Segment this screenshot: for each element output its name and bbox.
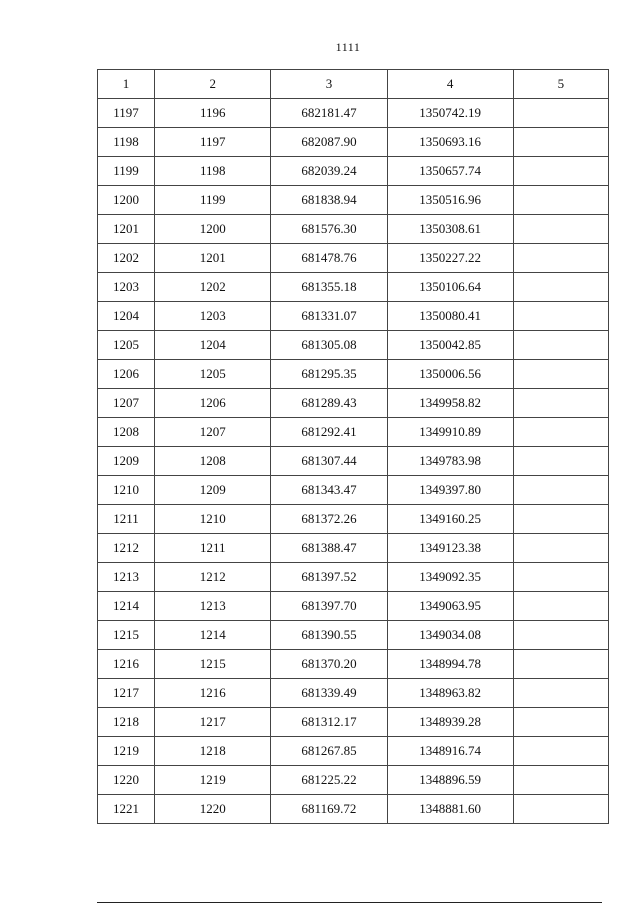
table-cell: 1202 (98, 244, 155, 273)
column-header: 3 (271, 70, 387, 99)
table-cell: 1204 (155, 331, 271, 360)
table-cell: 1350006.56 (387, 360, 513, 389)
table-row (98, 534, 609, 563)
table-cell: 681397.52 (271, 563, 387, 592)
table-cell: 1214 (98, 592, 155, 621)
table-cell: 1196 (155, 99, 271, 128)
table-cell: 1203 (98, 273, 155, 302)
table-row (98, 99, 609, 128)
table-row (98, 737, 609, 766)
table-cell (513, 302, 608, 331)
table-cell: 1205 (98, 331, 155, 360)
table-row (98, 592, 609, 621)
table-cell: 1209 (155, 476, 271, 505)
table-row (98, 360, 609, 389)
table-cell (513, 186, 608, 215)
table-cell (513, 592, 608, 621)
table-cell: 1213 (98, 563, 155, 592)
table-cell: 1220 (98, 766, 155, 795)
table-cell: 1212 (98, 534, 155, 563)
table-cell: 1218 (155, 737, 271, 766)
table-body (98, 99, 609, 824)
table-row (98, 476, 609, 505)
table-cell: 1218 (98, 708, 155, 737)
table-row (98, 418, 609, 447)
table-cell: 1350106.64 (387, 273, 513, 302)
table-cell: 1201 (98, 215, 155, 244)
table-cell: 1350042.85 (387, 331, 513, 360)
table-cell (513, 331, 608, 360)
table-row (98, 679, 609, 708)
table-cell: 1208 (98, 418, 155, 447)
table-cell: 1349092.35 (387, 563, 513, 592)
table-cell: 1197 (98, 99, 155, 128)
table-cell (513, 157, 608, 186)
table-cell: 1215 (98, 621, 155, 650)
table-cell (513, 244, 608, 273)
table-row (98, 302, 609, 331)
table-cell: 1350080.41 (387, 302, 513, 331)
table-cell: 1197 (155, 128, 271, 157)
table-row (98, 505, 609, 534)
table-cell: 681388.47 (271, 534, 387, 563)
table-cell (513, 418, 608, 447)
table-cell: 1349783.98 (387, 447, 513, 476)
table-cell: 1221 (98, 795, 155, 824)
table-row (98, 389, 609, 418)
table-cell: 1219 (98, 737, 155, 766)
table-cell: 1220 (155, 795, 271, 824)
table-cell: 682181.47 (271, 99, 387, 128)
table-cell: 1201 (155, 244, 271, 273)
table-cell (513, 737, 608, 766)
table-cell: 1200 (155, 215, 271, 244)
table-cell: 1216 (155, 679, 271, 708)
table-cell: 681355.18 (271, 273, 387, 302)
table-cell: 682087.90 (271, 128, 387, 157)
table-cell: 681267.85 (271, 737, 387, 766)
table-cell: 1349910.89 (387, 418, 513, 447)
table-cell: 1200 (98, 186, 155, 215)
table-cell: 681312.17 (271, 708, 387, 737)
table-cell: 681292.41 (271, 418, 387, 447)
table-row (98, 215, 609, 244)
table-row (98, 766, 609, 795)
footer-divider (97, 902, 602, 903)
table-cell: 1349160.25 (387, 505, 513, 534)
table-cell (513, 563, 608, 592)
table-cell: 1349034.08 (387, 621, 513, 650)
table-cell: 681478.76 (271, 244, 387, 273)
table-cell: 1348896.59 (387, 766, 513, 795)
table-row (98, 650, 609, 679)
table-row (98, 708, 609, 737)
table-row (98, 563, 609, 592)
table-cell: 1211 (98, 505, 155, 534)
table-cell: 681307.44 (271, 447, 387, 476)
table-cell: 1212 (155, 563, 271, 592)
table-header-row (98, 70, 609, 99)
table-cell: 1208 (155, 447, 271, 476)
table-cell: 1211 (155, 534, 271, 563)
table-cell: 1207 (155, 418, 271, 447)
table-cell: 681305.08 (271, 331, 387, 360)
table-cell: 1214 (155, 621, 271, 650)
table-cell: 681372.26 (271, 505, 387, 534)
table-cell: 1209 (98, 447, 155, 476)
table-cell: 1349063.95 (387, 592, 513, 621)
table-cell: 681343.47 (271, 476, 387, 505)
table-cell: 1203 (155, 302, 271, 331)
page-number: 1111 (335, 40, 361, 54)
table-cell (513, 650, 608, 679)
table-cell: 1348916.74 (387, 737, 513, 766)
table-cell: 1219 (155, 766, 271, 795)
table-row (98, 331, 609, 360)
table-row (98, 157, 609, 186)
table-cell: 1348881.60 (387, 795, 513, 824)
table-cell: 1350657.74 (387, 157, 513, 186)
table-cell (513, 215, 608, 244)
table-cell: 1349397.80 (387, 476, 513, 505)
table-cell: 1348994.78 (387, 650, 513, 679)
table-cell: 682039.24 (271, 157, 387, 186)
table-cell: 1204 (98, 302, 155, 331)
column-header: 4 (387, 70, 513, 99)
table-cell: 1205 (155, 360, 271, 389)
table-cell: 1350693.16 (387, 128, 513, 157)
table-cell: 681397.70 (271, 592, 387, 621)
table-cell: 1350227.22 (387, 244, 513, 273)
coordinates-table (97, 69, 609, 824)
table-cell: 681225.22 (271, 766, 387, 795)
table-cell (513, 447, 608, 476)
table-cell: 1198 (155, 157, 271, 186)
table-cell: 1349958.82 (387, 389, 513, 418)
table-cell (513, 476, 608, 505)
table-cell (513, 679, 608, 708)
table-row (98, 447, 609, 476)
column-header: 5 (513, 70, 608, 99)
table-cell: 681169.72 (271, 795, 387, 824)
table-cell: 1213 (155, 592, 271, 621)
table-cell: 1206 (155, 389, 271, 418)
table-cell: 1210 (98, 476, 155, 505)
table-cell: 1349123.38 (387, 534, 513, 563)
table-cell: 1215 (155, 650, 271, 679)
table-cell (513, 99, 608, 128)
table-cell: 681295.35 (271, 360, 387, 389)
table-cell (513, 128, 608, 157)
table-cell (513, 505, 608, 534)
table-cell: 1217 (155, 708, 271, 737)
table-cell: 1206 (98, 360, 155, 389)
table-row (98, 244, 609, 273)
table-cell: 1199 (98, 157, 155, 186)
table-cell: 1217 (98, 679, 155, 708)
table-cell: 681370.20 (271, 650, 387, 679)
table-cell: 1348963.82 (387, 679, 513, 708)
table-cell: 1350742.19 (387, 99, 513, 128)
table-cell (513, 360, 608, 389)
table-cell (513, 795, 608, 824)
table-cell (513, 621, 608, 650)
table-row (98, 273, 609, 302)
table-cell: 1350308.61 (387, 215, 513, 244)
table-cell (513, 708, 608, 737)
column-header: 2 (155, 70, 271, 99)
table-cell: 1350516.96 (387, 186, 513, 215)
table-cell: 681339.49 (271, 679, 387, 708)
table-cell: 681289.43 (271, 389, 387, 418)
table-cell (513, 389, 608, 418)
table-cell: 1216 (98, 650, 155, 679)
table-cell: 1210 (155, 505, 271, 534)
table-cell: 1198 (98, 128, 155, 157)
table-row (98, 795, 609, 824)
table-row (98, 186, 609, 215)
table-cell: 681838.94 (271, 186, 387, 215)
table-cell: 1348939.28 (387, 708, 513, 737)
table-row (98, 128, 609, 157)
table-cell (513, 273, 608, 302)
table-cell: 681576.30 (271, 215, 387, 244)
table-cell: 1202 (155, 273, 271, 302)
table-cell (513, 766, 608, 795)
table-cell: 1199 (155, 186, 271, 215)
table-cell (513, 534, 608, 563)
table-cell: 1207 (98, 389, 155, 418)
table-cell: 681390.55 (271, 621, 387, 650)
table-row (98, 621, 609, 650)
table-cell: 681331.07 (271, 302, 387, 331)
column-header: 1 (98, 70, 155, 99)
